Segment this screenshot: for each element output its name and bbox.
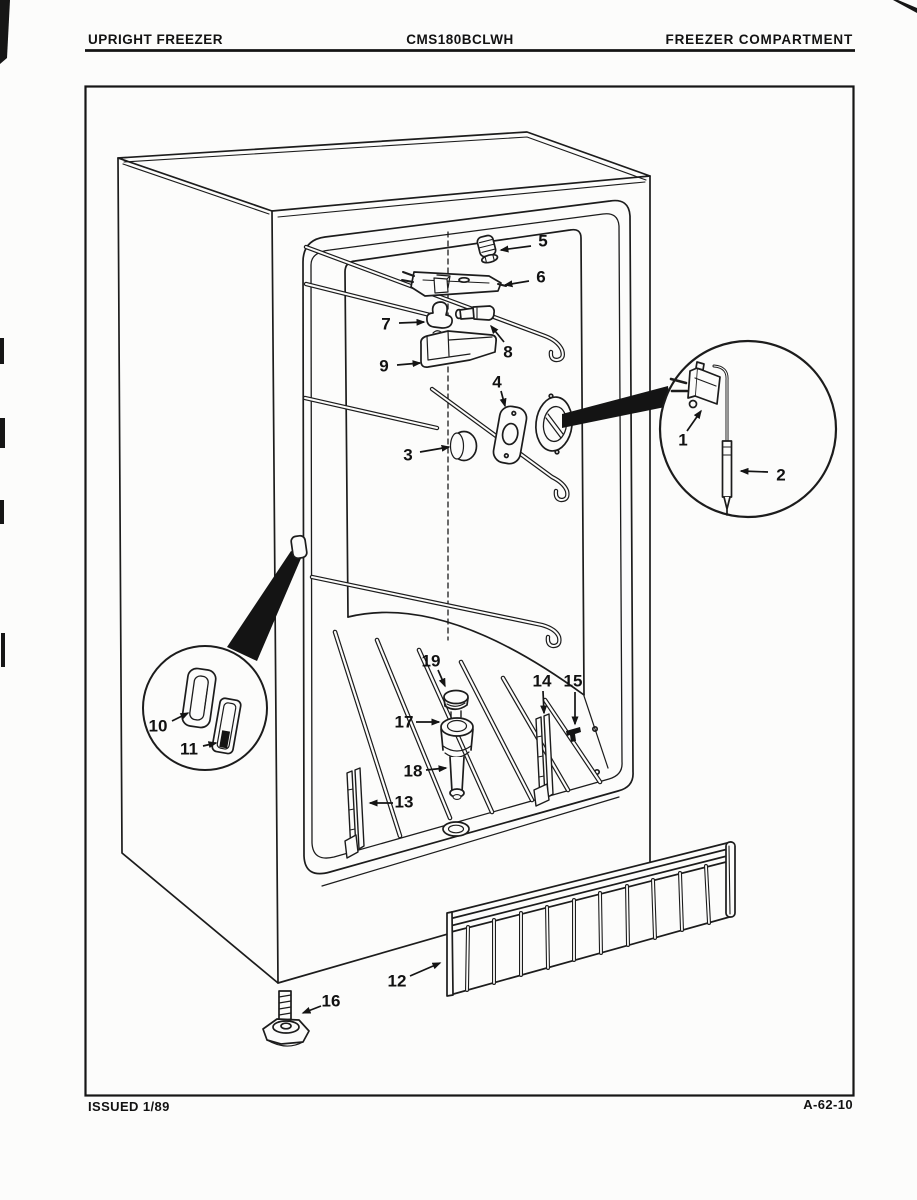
header-model-number: CMS180BCLWH — [406, 32, 514, 47]
callout-arrow-12 — [410, 963, 440, 976]
callout-arrow-4 — [501, 391, 505, 406]
callout-arrow-14 — [543, 691, 544, 713]
callout-number-6: 6 — [536, 267, 546, 287]
callout-number-1: 1 — [678, 430, 688, 450]
cabinet-line-art — [118, 132, 836, 1046]
callout-number-8: 8 — [503, 342, 513, 362]
footer-page-code: A-62-10 — [803, 1097, 853, 1112]
callout-number-10: 10 — [148, 716, 168, 736]
callout-arrow-3 — [420, 447, 449, 452]
callout-arrow-19 — [438, 670, 445, 686]
callout-number-14: 14 — [532, 671, 552, 691]
callout-arrow-9 — [397, 363, 420, 365]
callout-number-12: 12 — [387, 971, 407, 991]
callout-arrow-2 — [741, 471, 768, 472]
callout-number-5: 5 — [538, 231, 548, 251]
callout-number-16: 16 — [321, 991, 341, 1011]
callout-number-7: 7 — [381, 314, 391, 334]
callout-number-11: 11 — [180, 739, 198, 759]
callout-number-4: 4 — [492, 372, 502, 392]
callout-number-17: 17 — [394, 712, 414, 732]
callout-number-13: 13 — [394, 792, 414, 812]
callout-number-15: 15 — [563, 671, 583, 691]
callout-number-2: 2 — [776, 465, 786, 485]
callout-number-18: 18 — [403, 761, 423, 781]
callout-number-3: 3 — [403, 445, 413, 465]
callout-arrow-16 — [303, 1006, 321, 1013]
callout-number-9: 9 — [379, 356, 389, 376]
callout-arrow-6 — [505, 281, 529, 285]
callout-arrow-7 — [399, 322, 424, 323]
callout-number-19: 19 — [421, 651, 441, 671]
callout-arrow-5 — [501, 246, 531, 250]
header-section-title: FREEZER COMPARTMENT — [665, 32, 853, 47]
footer-issue-date: ISSUED 1/89 — [88, 1099, 170, 1114]
header-left-title: UPRIGHT FREEZER — [88, 32, 224, 47]
